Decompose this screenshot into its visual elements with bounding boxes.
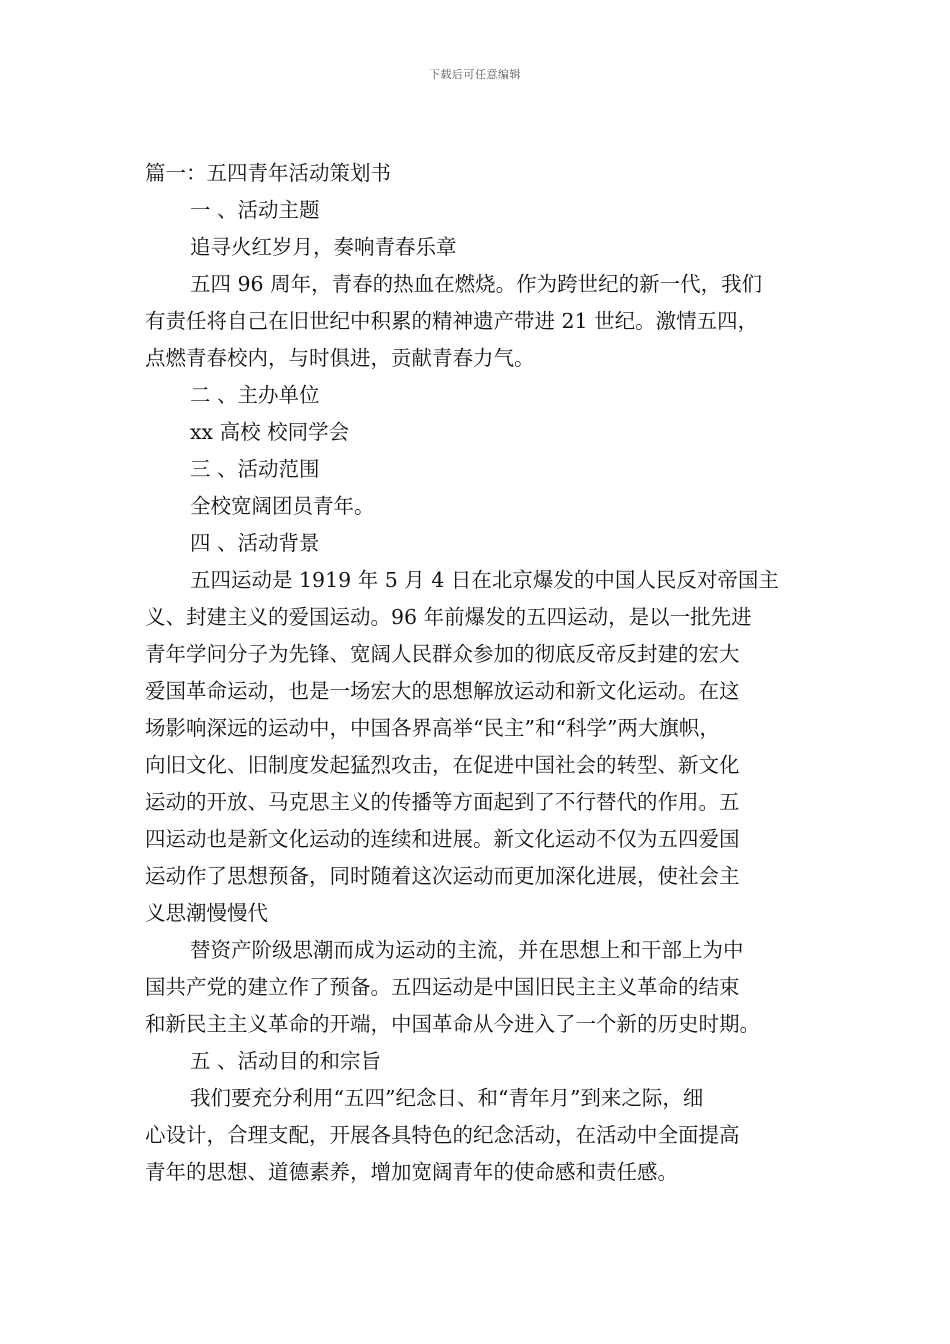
paragraph-line: 场影响深远的运动中，中国各界高举“民主”和“科学”两大旗帜， [145, 716, 720, 740]
paragraph-line: 点燃青春校内，与时俱进，贡献青春力气。 [145, 346, 535, 370]
paragraph-line: 义、封建主义的爱国运动。96 年前爆发的五四运动，是以一批先进 [145, 605, 752, 629]
section-heading-organizer: 二 、主办单位 [190, 383, 320, 407]
paragraph-line: 心设计，合理支配，开展各具特色的纪念活动，在活动中全面提高 [145, 1123, 740, 1147]
theme-text: 追寻火红岁月，奏响青春乐章 [190, 235, 457, 259]
section-heading-background: 四 、活动背景 [190, 531, 320, 555]
paragraph-line: 和新民主主义革命的开端，中国革命从今进入了一个新的历史时期。 [145, 1012, 760, 1036]
paragraph-line: 青年学问分子为先锋、宽阔人民群众参加的彻底反帝反封建的宏大 [145, 642, 740, 666]
scope-text: 全校宽阔团员青年。 [190, 494, 375, 518]
paragraph-line: 五四 96 周年，青春的热血在燃烧。作为跨世纪的新一代，我们 [190, 272, 763, 296]
document-title: 篇一：五四青年活动策划书 [145, 161, 391, 185]
paragraph-line: 国共产党的建立作了预备。五四运动是中国旧民主主义革命的结束 [145, 975, 740, 999]
paragraph-line: 四运动也是新文化运动的连续和进展。新文化运动不仅为五四爱国 [145, 827, 740, 851]
paragraph-line: 爱国革命运动，也是一场宏大的思想解放运动和新文化运动。在这 [145, 679, 740, 703]
page-header: 下载后可任意编辑 [429, 68, 521, 81]
section-heading-scope: 三 、活动范围 [190, 457, 320, 481]
paragraph-line: 向旧文化、旧制度发起猛烈攻击，在促进中国社会的转型、新文化 [145, 753, 740, 777]
paragraph-line: 运动的开放、马克思主义的传播等方面起到了不行替代的作用。五 [145, 790, 740, 814]
paragraph-line: 我们要充分利用“五四”纪念日、和“青年月”到来之际，细 [190, 1086, 704, 1110]
section-heading-purpose: 五 、活动目的和宗旨 [190, 1049, 382, 1073]
paragraph-line: 五四运动是 1919 年 5 月 4 日在北京爆发的中国人民反对帝国主 [190, 568, 779, 592]
paragraph-line: 替资产阶级思潮而成为运动的主流，并在思想上和干部上为中 [190, 938, 744, 962]
paragraph-line: 有责任将自己在旧世纪中积累的精神遗产带进 21 世纪。激情五四， [145, 309, 759, 333]
paragraph-line: 青年的思想、道德素养，增加宽阔青年的使命感和责任感。 [145, 1160, 678, 1184]
paragraph-line: 运动作了思想预备，同时随着这次运动而更加深化进展，使社会主 [145, 864, 740, 888]
paragraph-line: 义思潮慢慢代 [145, 901, 268, 925]
document-body [145, 155, 810, 1191]
organizer-text: xx 高校 校同学会 [190, 420, 350, 444]
section-heading-theme: 一 、活动主题 [190, 198, 320, 222]
